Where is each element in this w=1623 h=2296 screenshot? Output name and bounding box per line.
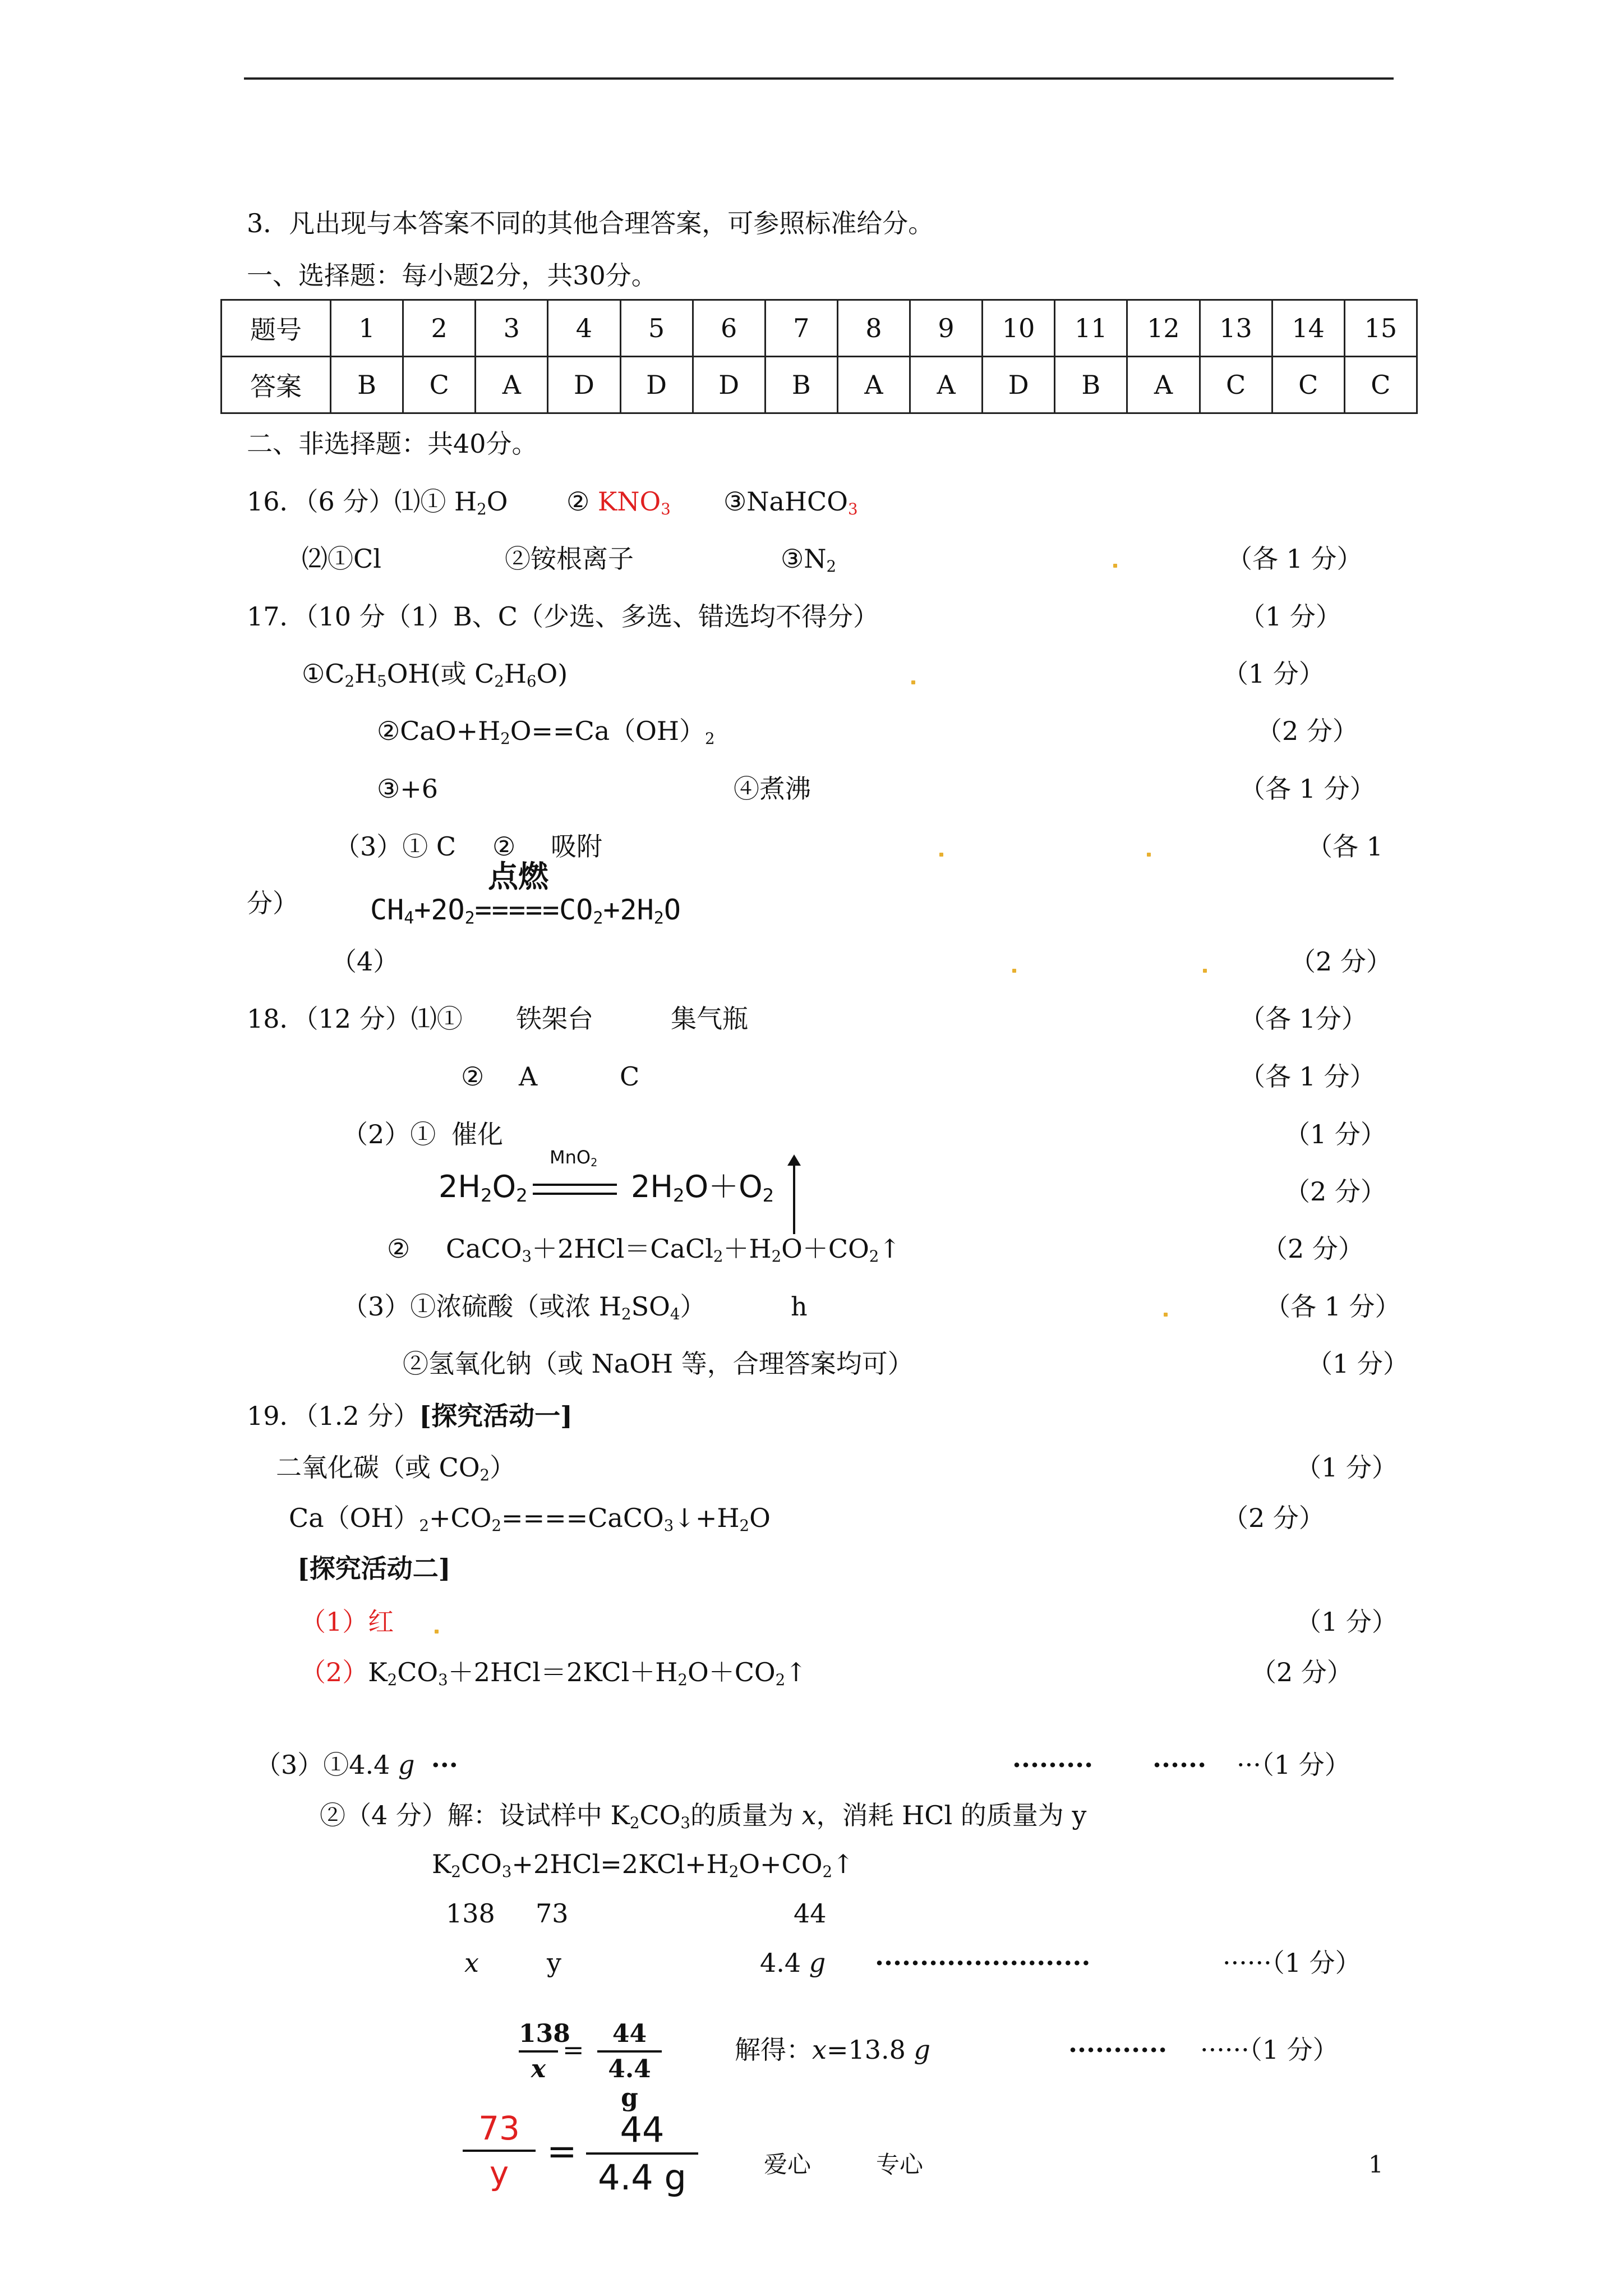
q-answer: B xyxy=(1055,357,1127,413)
q16-l2-1: ⑵①Cl xyxy=(302,544,381,574)
q-number: 7 xyxy=(765,300,837,357)
q18-l5a: ② xyxy=(387,1234,411,1264)
stray-dot xyxy=(1147,853,1151,857)
answer-table-header-row xyxy=(222,300,1417,357)
q18-score1: （各 1分） xyxy=(1239,1004,1367,1034)
q-answer: C xyxy=(403,357,476,413)
q16-l2-3: $③N_2$ xyxy=(781,544,837,576)
q-number: 1 xyxy=(331,300,403,357)
fraction-44-over-4-4g-large: 44 4.4 g xyxy=(586,2109,698,2198)
q19-l1: 19．（1.2 分）[探究活动一] xyxy=(247,1401,573,1431)
q16-score: （各 1 分） xyxy=(1227,544,1363,574)
q-number: 15 xyxy=(1344,300,1417,357)
q19-l10b: 73 xyxy=(536,1898,569,1929)
q17-equation: $CH_4+2O_2=====CO_2+2H_2O$ xyxy=(370,894,681,928)
q19-score5: （1 分） xyxy=(1295,1607,1398,1637)
note-3: 3．凡出现与本答案不同的其他合理答案，可参照标准给分。 xyxy=(247,208,934,238)
q16-l2-2: ②铵根离子 xyxy=(505,544,634,574)
stray-dot xyxy=(939,853,943,857)
q19-score2: （1 分） xyxy=(1295,1452,1398,1483)
q18-eq-left: $2H_2O_2$ xyxy=(439,1169,528,1207)
q17-l6a: 分） xyxy=(247,888,298,918)
q17-l5a: （3）① C xyxy=(334,831,457,862)
q19-l3: $Ca(OH)_2+CO_2====CaCO_3↓+H_2O$ xyxy=(289,1503,771,1535)
q17-score1: （1 分） xyxy=(1239,601,1341,632)
q17-line3: $②CaO+H_2O==Ca(OH)_2$ xyxy=(377,716,715,748)
q19-solve-dots: ··········· xyxy=(1068,2035,1168,2065)
page-number: 1 xyxy=(1368,2151,1384,2178)
q18-l3b: 催化 xyxy=(451,1119,503,1149)
q-number: 2 xyxy=(403,300,476,357)
q18-score5: （2 分） xyxy=(1262,1234,1364,1264)
q18-l6: （3）①浓硫酸（或浓 $H_2SO_4$） xyxy=(342,1291,706,1323)
q19-l9: $K_2CO_3+2HCl=2KCl+H_2O+CO_2↑$ xyxy=(432,1849,854,1881)
q16-answer-2: ② $KNO_3$ xyxy=(566,486,671,518)
q19-l8: ②（4 分）解：设试样中 $K_2CO_3$的质量为 x，消耗 HCl 的质量为 y xyxy=(320,1800,1087,1832)
q19-l5: （1）红 xyxy=(300,1607,394,1637)
q18-eq-right: $2H_2O+O_2$ xyxy=(631,1169,774,1207)
q-answer: A xyxy=(476,357,548,413)
q17-line1: 17．（10 分（1）B、C（少选、多选、错选均不得分） xyxy=(247,601,879,632)
q-number: 14 xyxy=(1272,300,1344,357)
stray-dot xyxy=(1203,969,1207,973)
q17-score5: （各 1 xyxy=(1307,831,1383,862)
q-answer: B xyxy=(765,357,837,413)
q18-l1c: 集气瓶 xyxy=(671,1004,748,1034)
fraction-equals-1: = xyxy=(562,2035,584,2065)
q17-l4b: ④煮沸 xyxy=(734,774,811,804)
answer-table-answer-row xyxy=(222,357,1417,413)
top-rule xyxy=(244,77,1394,80)
stray-dot xyxy=(1012,969,1016,973)
q19-l7: （3）①4.4 g ··· xyxy=(255,1750,458,1780)
q19-l7-score: ···（1 分） xyxy=(1237,1750,1350,1780)
q18-l1a: 18．（12 分）⑴① xyxy=(247,1004,463,1034)
q-answer: A xyxy=(837,357,910,413)
q-number: 9 xyxy=(910,300,983,357)
q-number: 12 xyxy=(1127,300,1200,357)
q18-l3a: （2）① xyxy=(342,1119,436,1149)
answer-table xyxy=(220,299,1418,414)
q17-l5c: 吸附 xyxy=(551,831,602,862)
q-answer: C xyxy=(1200,357,1272,413)
q18-l7: ②氢氧化钠（或 NaOH 等，合理答案均可） xyxy=(403,1349,914,1379)
q16-answer-3: ③NaHCO$_3$ xyxy=(723,486,858,518)
q-number: 6 xyxy=(693,300,765,357)
q19-solve: 解得：x=13.8 g xyxy=(735,2035,930,2065)
fraction-138-over-x: 138 x xyxy=(519,2019,570,2083)
q-answer: A xyxy=(1127,357,1200,413)
q18-score7: （1 分） xyxy=(1307,1349,1409,1379)
q19-l11a: x xyxy=(464,1948,479,1978)
q-answer: B xyxy=(331,357,403,413)
q17-eq-condition: 点燃 xyxy=(488,859,548,894)
fraction-44-over-4-4g: 44 4.4 g xyxy=(597,2019,662,2112)
stray-dot xyxy=(1113,564,1117,568)
q19-score3: （2 分） xyxy=(1223,1503,1325,1533)
q19-l7-dots3: ······ xyxy=(1152,1750,1207,1780)
q-number: 5 xyxy=(620,300,693,357)
up-arrow-icon xyxy=(787,1154,801,1166)
q-number: 13 xyxy=(1200,300,1272,357)
q19-l6: $(2)K_2CO_3+2HCl=2KCl+H_2O+CO_2↑$ xyxy=(300,1657,807,1689)
q-number: 11 xyxy=(1055,300,1127,357)
stray-dot xyxy=(435,1630,439,1634)
q18-score6: （各 1 分） xyxy=(1265,1291,1401,1322)
footer-left: 爱心 xyxy=(764,2151,811,2178)
footer-mid: 专心 xyxy=(876,2151,924,2178)
q19-l11b: y xyxy=(547,1948,561,1978)
q18-l1b: 铁架台 xyxy=(516,1004,593,1034)
q-number: 4 xyxy=(548,300,620,357)
q19-l11c: 4.4 g xyxy=(760,1948,826,1978)
q17-l7a: （4） xyxy=(331,946,399,977)
q17-score2: （1 分） xyxy=(1223,659,1325,689)
section-2-title: 二、非选择题：共40分。 xyxy=(247,429,538,459)
fraction-equals-2: = xyxy=(547,2131,577,2173)
section-1-title: 一、选择题：每小题2分，共30分。 xyxy=(247,260,657,291)
q19-l11-dots: ························ xyxy=(875,1948,1091,1978)
q18-l6d: h xyxy=(791,1291,808,1322)
stray-dot xyxy=(1164,1313,1168,1317)
q-answer: A xyxy=(910,357,983,413)
q18-eq-gas-arrow xyxy=(793,1161,795,1234)
q-number: 10 xyxy=(983,300,1055,357)
q17-score3: （2 分） xyxy=(1256,716,1358,746)
q17-score4: （各 1 分） xyxy=(1239,774,1376,804)
q19-l10c: 44 xyxy=(794,1898,827,1929)
q18-eq-catalyst: MnO$_2$ xyxy=(550,1147,598,1169)
q19-solve-score: ······（1 分） xyxy=(1200,2035,1339,2065)
q-answer: C xyxy=(1344,357,1417,413)
q18-l2b: A xyxy=(519,1061,538,1092)
q-answer: C xyxy=(1272,357,1344,413)
q18-l2a: ② xyxy=(461,1061,485,1092)
q16-line1: 16．（6 分）⑴① $H_2O$ xyxy=(247,486,508,518)
header-label: 题号 xyxy=(222,300,331,357)
q-answer: D xyxy=(983,357,1055,413)
fraction-73-over-y: 73 y xyxy=(463,2109,536,2192)
q17-line2: $①C_2H_5OH$(或 $C_2H_6O$) xyxy=(302,659,568,691)
q19-l10a: 138 xyxy=(446,1898,495,1929)
q18-eq-double-arrow xyxy=(533,1184,617,1195)
q17-l5b: ② xyxy=(492,831,516,862)
q19-l4: [探究活动二] xyxy=(297,1553,451,1584)
answer-label: 答案 xyxy=(222,357,331,413)
q17-score7: （2 分） xyxy=(1290,946,1392,977)
stray-dot xyxy=(911,680,915,684)
q-number: 8 xyxy=(837,300,910,357)
q19-l7-dots2: ········· xyxy=(1012,1750,1094,1780)
q19-score6: （2 分） xyxy=(1251,1657,1353,1687)
q18-l2c: C xyxy=(620,1061,640,1092)
q-answer: D xyxy=(548,357,620,413)
q18-l5-equation: $CaCO_3+2HCl=CaCl_2+H_2O+CO_2↑$ xyxy=(446,1234,901,1266)
q-answer: D xyxy=(693,357,765,413)
q17-l4a: ③+6 xyxy=(377,774,439,804)
q18-score4: （2 分） xyxy=(1284,1176,1386,1207)
q-answer: D xyxy=(620,357,693,413)
q18-score3: （1 分） xyxy=(1284,1119,1386,1149)
q19-l2: 二氧化碳（或 $CO_2$） xyxy=(276,1452,516,1484)
q19-l11-score: ······（1 分） xyxy=(1223,1948,1361,1978)
q-number: 3 xyxy=(476,300,548,357)
q18-score2: （各 1 分） xyxy=(1239,1061,1376,1092)
